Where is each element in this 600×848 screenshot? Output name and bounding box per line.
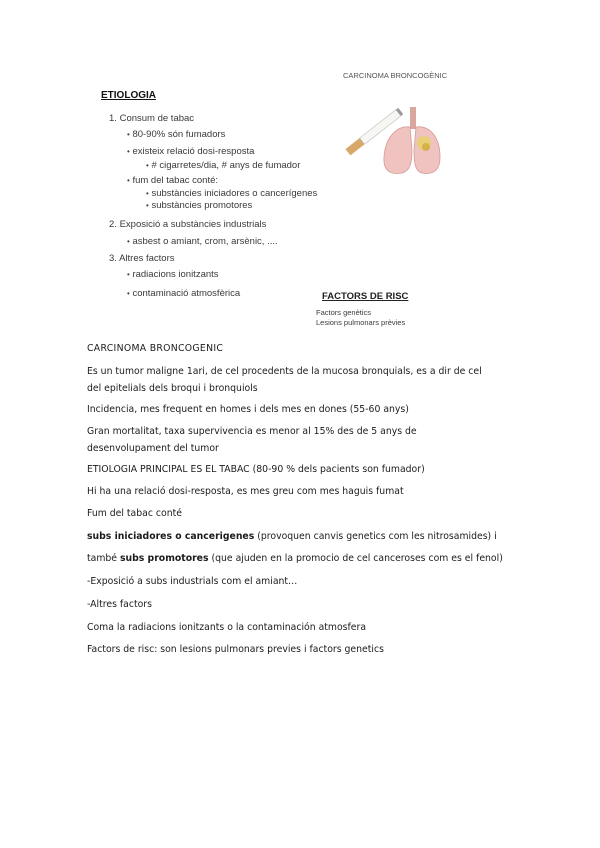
slide-bullet: • 80-90% són fumadors: [127, 129, 226, 140]
bullet-text: substàncies promotores: [151, 200, 253, 211]
notes-paragraph: [87, 550, 503, 567]
notes-text: també: [87, 553, 120, 564]
notes-paragraph: Incidencia, mes frequent en homes i dels mes en dones (55-60 anys): [87, 404, 409, 415]
risk-item: Factors genètics: [316, 308, 372, 317]
bold-term: subs iniciadores o cancerigenes: [87, 531, 255, 542]
cigarette-lungs-illustration: [340, 95, 450, 180]
left-lung-shape: [384, 127, 412, 174]
risk-title: FACTORS DE RISC: [322, 291, 409, 302]
slide-bullet: • radiacions ionitzants: [127, 269, 219, 280]
slide-item-3: [109, 253, 175, 264]
bullet-text: contaminació atmosfèrica: [132, 288, 241, 299]
notes-paragraph: Gran mortalitat, taxa supervivencia es menor al 15% des de 5 anys de desenvolupament del tumor: [87, 426, 417, 454]
risk-item: Lesions pulmonars prèvies: [316, 318, 406, 327]
notes-paragraph: Hi ha una relació dosi-resposta, es mes greu com mes haguis fumat: [87, 486, 404, 497]
slide-bullet: • contaminació atmosfèrica: [127, 288, 241, 299]
trachea-shape: [410, 107, 416, 129]
notes-paragraph: Coma la radiacions ionitzants o la contaminación atmosfera: [87, 622, 367, 633]
slide-bullet: • # cigarretes/dia, # anys de fumador: [146, 160, 301, 171]
slide-item-1: [109, 113, 194, 124]
slide-bullet: • existeix relació dosi-resposta: [127, 146, 255, 157]
item-number: 1.: [109, 113, 117, 124]
slide-bullet: • fum del tabac conté:: [127, 175, 219, 186]
bullet-text: 80-90% són fumadors: [132, 129, 226, 140]
image-caption: CARCINOMA BRONCOGÈNIC: [343, 71, 448, 80]
item-text: Consum de tabac: [119, 113, 195, 124]
slide-bullet: • substàncies iniciadores o cancerígenes: [146, 188, 318, 199]
bullet-text: existeix relació dosi-resposta: [132, 146, 255, 157]
notes-paragraph: Es un tumor maligne 1ari, de cel procedents de la mucosa bronquials, es a dir de cel del epitelials dels broqui i bronquiols: [87, 366, 482, 394]
notes-paragraph: ETIOLOGIA PRINCIPAL ES EL TABAC (80-90 % dels pacients son fumador): [87, 464, 425, 475]
slide-image: [0, 0, 600, 335]
notes-paragraph: Factors de risc: son lesions pulmonars previes i factors genetics: [87, 644, 384, 655]
item-text: Altres factors: [119, 253, 175, 264]
notes-heading: CARCINOMA BRONCOGENIC: [87, 343, 224, 354]
bullet-text: radiacions ionitzants: [132, 269, 219, 280]
bullet-text: substàncies iniciadores o cancerígenes: [151, 188, 318, 199]
slide-title: ETIOLOGIA: [101, 90, 156, 101]
notes-paragraph: [87, 528, 497, 545]
bullet-text: asbest o amiant, crom, arsènic, ....: [132, 236, 278, 247]
slide-bullet: • substàncies promotores: [146, 200, 253, 211]
bullet-text: # cigarretes/dia, # anys de fumador: [151, 160, 301, 171]
notes-paragraph: -Exposició a subs industrials com el amiant…: [87, 576, 298, 587]
notes-paragraph: -Altres factors: [87, 599, 152, 610]
notes-paragraph: Fum del tabac conté: [87, 508, 182, 519]
item-number: 2.: [109, 219, 117, 230]
notes-text: (que ajuden en la promocio de cel canceroses com es el fenol): [208, 553, 503, 564]
bullet-text: fum del tabac conté:: [132, 175, 219, 186]
bold-term: subs promotores: [119, 553, 209, 564]
tumor-core: [422, 143, 430, 151]
slide-item-2: [109, 219, 266, 230]
slide-bullet: • asbest o amiant, crom, arsènic, ....: [127, 236, 278, 247]
item-number: 3.: [109, 253, 117, 264]
item-text: Exposició a substàncies industrials: [119, 219, 267, 230]
notes-text: (provoquen canvis genetics com les nitrosamides) i: [254, 531, 497, 542]
